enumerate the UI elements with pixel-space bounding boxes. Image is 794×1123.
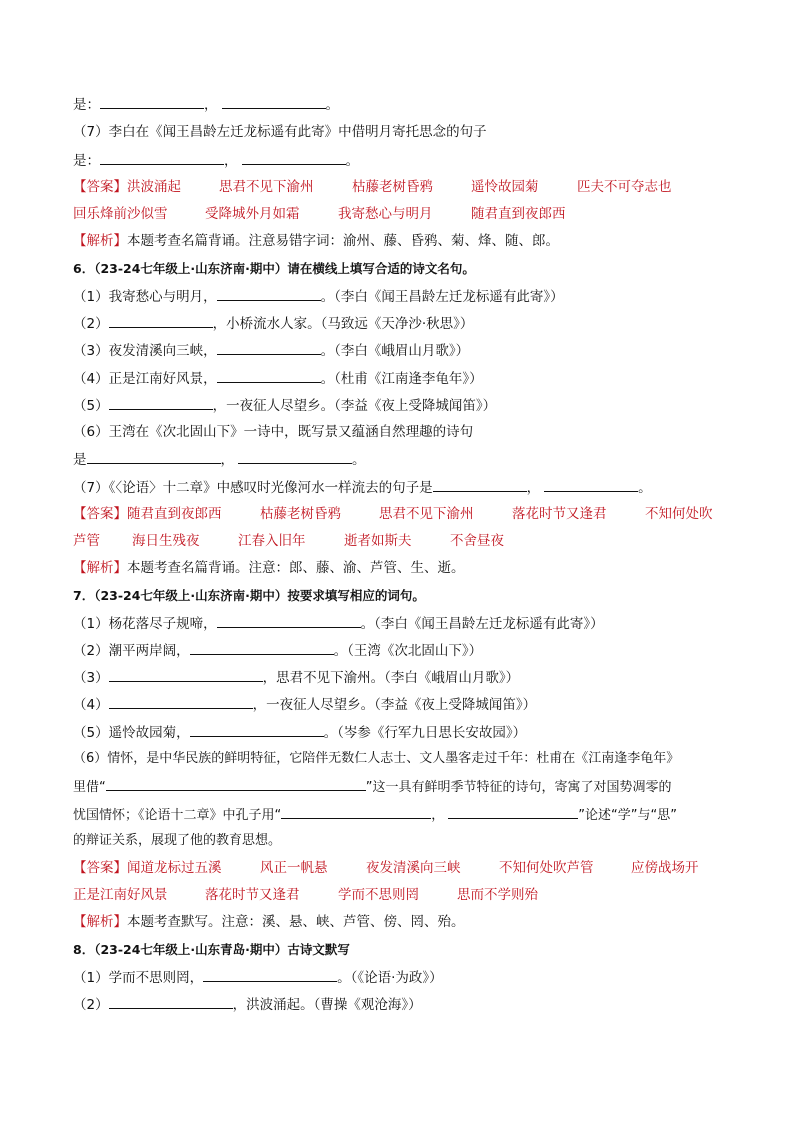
q6-item-4 bbox=[73, 368, 483, 389]
blank bbox=[109, 395, 213, 410]
q8-item-1 bbox=[73, 967, 443, 988]
blank bbox=[544, 477, 638, 492]
blank bbox=[217, 340, 321, 355]
answer: 落花时节又逢君 bbox=[512, 506, 607, 522]
text: （1）学而不思则罔， bbox=[73, 970, 204, 986]
q6-item-6-blanks bbox=[73, 449, 366, 470]
q5-answer-row-1 bbox=[73, 177, 793, 197]
analysis-tag: 【解析】 bbox=[73, 560, 127, 576]
text: （5） bbox=[73, 398, 109, 414]
blank bbox=[217, 613, 361, 628]
text: 是： bbox=[73, 153, 100, 169]
text: （4） bbox=[73, 697, 109, 713]
q5-answer-row-2 bbox=[73, 204, 793, 224]
text: 。（李白《闻王昌龄左迁龙标遥有此寄》） bbox=[360, 616, 604, 632]
q6-item-2 bbox=[73, 313, 473, 334]
analysis-text: 本题考查默写。注意：溪、悬、峡、芦管、傍、罔、殆。 bbox=[127, 914, 465, 930]
text: ，洪波涌起。（曹操《观沧海》） bbox=[232, 997, 422, 1013]
answer: 海日生残夜 bbox=[132, 533, 200, 549]
answer: 思而不学则殆 bbox=[457, 887, 538, 903]
answer: 随君直到夜郎西 bbox=[127, 506, 222, 522]
q7-item-4 bbox=[73, 694, 536, 715]
q7-answer-row-1 bbox=[73, 858, 793, 878]
q6-item-6: （6）王湾在《次北固山下》一诗中，既写景又蕴涵自然理趣的诗句 bbox=[73, 424, 474, 440]
answer: 学而不思则罔 bbox=[338, 887, 419, 903]
blank bbox=[433, 477, 527, 492]
text: ， bbox=[526, 480, 541, 496]
q6-item-1 bbox=[73, 286, 564, 307]
text: 。 bbox=[638, 480, 652, 496]
answer: 逝者如斯夫 bbox=[344, 533, 412, 549]
text: （1）杨花落尽子规啼， bbox=[73, 616, 217, 632]
q7-item-1 bbox=[73, 613, 604, 634]
text: 。（杜甫《江南逢李龟年》） bbox=[320, 371, 483, 387]
answer: 思君不见下渝州 bbox=[219, 179, 314, 195]
text: ， bbox=[220, 452, 234, 468]
answer: 我寄愁心与明月 bbox=[338, 206, 433, 222]
text: （4）正是江南好风景， bbox=[73, 371, 217, 387]
text: 忧国情怀；《论语十二章》中孔子用“ bbox=[73, 808, 282, 823]
blank bbox=[222, 94, 326, 109]
answer: 应傍战场开 bbox=[631, 860, 699, 876]
answer: 枯藤老树昏鸦 bbox=[260, 506, 341, 522]
text: 。（岑参《行军九日思长安故园》） bbox=[323, 725, 527, 741]
q6-title: 6．（23-24七年级上·山东济南·期中）请在横线上填写合适的诗文名句。 bbox=[73, 261, 475, 276]
text: （5）遥怜故园菊， bbox=[73, 725, 190, 741]
blank bbox=[242, 150, 346, 165]
blank bbox=[109, 994, 233, 1009]
q6-item-7 bbox=[73, 477, 652, 498]
answer: 洪波涌起 bbox=[127, 179, 181, 195]
blank bbox=[190, 640, 334, 655]
text: ”论述“学”与“思” bbox=[578, 808, 677, 823]
q7-item-3 bbox=[73, 667, 519, 688]
q8-item-2 bbox=[73, 994, 422, 1015]
q7-title: 7．（23-24七年级上·山东济南·期中）按要求填写相应的词句。 bbox=[73, 588, 425, 603]
blank bbox=[100, 150, 224, 165]
analysis-tag: 【解析】 bbox=[73, 914, 127, 930]
text: 。（李白《闻王昌龄左迁龙标遥有此寄》） bbox=[320, 289, 564, 305]
answer: 正是江南好风景 bbox=[73, 887, 168, 903]
answer: 夜发清溪向三峡 bbox=[366, 860, 461, 876]
text: 。（王湾《次北固山下》） bbox=[333, 643, 483, 659]
blank bbox=[87, 449, 221, 464]
answer: 随君直到夜郎西 bbox=[471, 206, 566, 222]
q6-answer-row-2 bbox=[73, 531, 793, 551]
blank bbox=[106, 776, 366, 791]
answer: 风正一帆悬 bbox=[260, 860, 328, 876]
blank bbox=[238, 449, 352, 464]
q6-analysis bbox=[73, 558, 465, 578]
text: 。 bbox=[352, 452, 366, 468]
answer: 江春入旧年 bbox=[238, 533, 306, 549]
answer-tag: 【答案】 bbox=[73, 506, 127, 522]
q7-item-6-line-1: （6）情怀，是中华民族的鲜明特征，它陪伴无数仁人志士、文人墨客走过千年：杜甫在《江南逢李龟年》 bbox=[73, 751, 680, 766]
blank bbox=[448, 804, 578, 819]
text: ，思君不见下渝州。（李白《峨眉山月歌》） bbox=[262, 670, 520, 686]
q7-item-2 bbox=[73, 640, 482, 661]
q7-item-6-line-2 bbox=[73, 776, 672, 798]
text: 是： bbox=[73, 97, 100, 113]
text: 。 bbox=[345, 153, 359, 169]
answer: 遥怜故园菊 bbox=[471, 179, 539, 195]
q6-item-3 bbox=[73, 340, 469, 361]
answer: 芦管 bbox=[73, 533, 100, 549]
text: ”这一具有鲜明季节特征的诗句，寄寓了对国势凋零的 bbox=[365, 780, 672, 795]
text: （3）夜发清溪向三峡， bbox=[73, 343, 217, 359]
answer: 受降城外月如霜 bbox=[205, 206, 300, 222]
analysis-text: 本题考查名篇背诵。注意：郎、藤、渝、芦管、生、逝。 bbox=[127, 560, 465, 576]
text: ， bbox=[224, 153, 238, 169]
analysis-tag: 【解析】 bbox=[73, 233, 127, 249]
text: ，一夜征人尽望乡。（李益《夜上受降城闻笛》） bbox=[252, 697, 537, 713]
q5-item-7: （7）李白在《闻王昌龄左迁龙标遥有此寄》中借明月寄托思念的句子 bbox=[73, 124, 487, 140]
q7-item-5 bbox=[73, 722, 526, 743]
text: 。（李白《峨眉山月歌》） bbox=[320, 343, 470, 359]
text: （2） bbox=[73, 997, 109, 1013]
text: （3） bbox=[73, 670, 109, 686]
text: （7）《〈论语〉十二章》中感叹时光像河水一样流去的句子是 bbox=[73, 480, 433, 496]
text: ， bbox=[204, 97, 218, 113]
text: （1）我寄愁心与明月， bbox=[73, 289, 217, 305]
answer: 思君不见下渝州 bbox=[379, 506, 474, 522]
answer-tag: 【答案】 bbox=[73, 860, 127, 876]
text: 里借“ bbox=[73, 780, 106, 795]
text: 。 bbox=[325, 97, 339, 113]
blank bbox=[109, 667, 263, 682]
answer: 枯藤老树昏鸦 bbox=[352, 179, 433, 195]
answer: 落花时节又逢君 bbox=[205, 887, 300, 903]
blank bbox=[109, 313, 213, 328]
blank bbox=[217, 368, 321, 383]
blank bbox=[203, 967, 337, 982]
blank bbox=[100, 94, 204, 109]
blank bbox=[109, 694, 253, 709]
text: ，一夜征人尽望乡。（李益《夜上受降城闻笛》） bbox=[212, 398, 497, 414]
q7-analysis bbox=[73, 912, 465, 932]
q8-title: 8．（23-24七年级上·山东青岛·期中）古诗文默写 bbox=[73, 942, 350, 957]
q5-analysis bbox=[73, 231, 559, 251]
q7-item-6-line-3 bbox=[73, 804, 677, 826]
text: ，小桥流水人家。（马致远《天净沙·秋思》） bbox=[212, 316, 474, 332]
text: ， bbox=[431, 808, 445, 823]
q6-answer-row-1 bbox=[73, 504, 793, 524]
answer: 闻道龙标过五溪 bbox=[127, 860, 222, 876]
q7-answer-row-2 bbox=[73, 885, 793, 905]
q5-line-blanks-2 bbox=[73, 150, 359, 171]
answer: 回乐烽前沙似雪 bbox=[73, 206, 168, 222]
answer: 不舍昼夜 bbox=[450, 533, 504, 549]
analysis-text: 本题考查名篇背诵。注意易错字词：渝州、藤、昏鸦、菊、烽、随、郎。 bbox=[127, 233, 559, 249]
q5-line-blanks-1 bbox=[73, 94, 339, 115]
text: （2）潮平两岸阔， bbox=[73, 643, 190, 659]
text: （2） bbox=[73, 316, 109, 332]
answer-tag: 【答案】 bbox=[73, 179, 127, 195]
answer: 不知何处吹芦管 bbox=[499, 860, 594, 876]
blank bbox=[281, 804, 431, 819]
text: 是 bbox=[73, 452, 87, 468]
blank bbox=[217, 286, 321, 301]
blank bbox=[190, 722, 324, 737]
answer: 不知何处吹 bbox=[645, 506, 713, 522]
text: 。（《论语·为政》） bbox=[337, 970, 443, 986]
answer: 匹夫不可夺志也 bbox=[577, 179, 672, 195]
q7-item-6-line-4: 的辩证关系，展现了他的教育思想。 bbox=[73, 833, 282, 848]
q6-item-5 bbox=[73, 395, 496, 416]
